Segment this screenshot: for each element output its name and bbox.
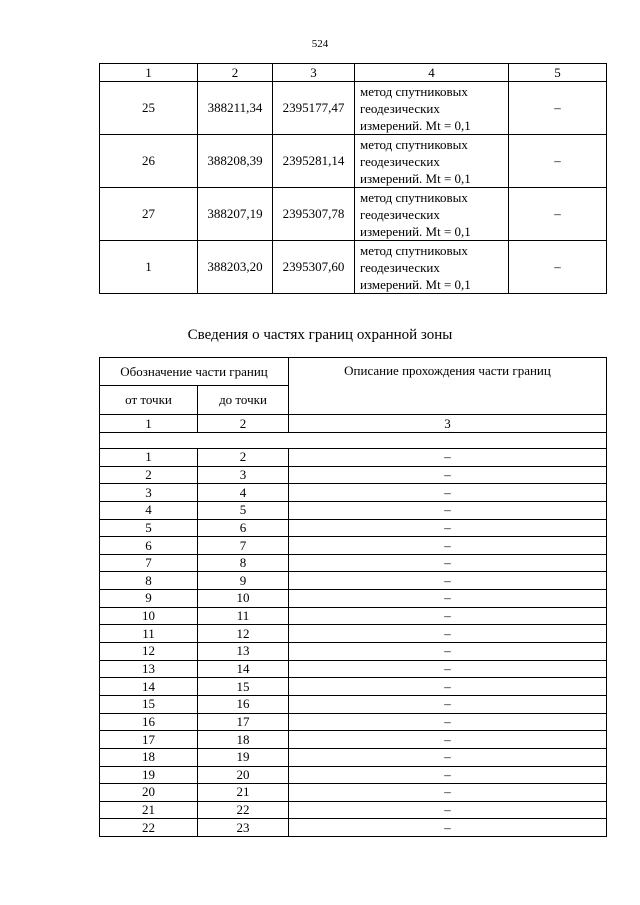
table-row (100, 766, 607, 784)
description-cell: – (289, 695, 607, 713)
to-point-cell: 12 (198, 625, 289, 643)
to-point-cell: 17 (198, 713, 289, 731)
table-row (100, 678, 607, 696)
from-point-cell: 11 (100, 625, 198, 643)
method-line: метод спутниковых (360, 189, 468, 205)
method-line: геодезических (360, 153, 440, 169)
table-row (100, 82, 607, 135)
from-point-cell: 16 (100, 713, 198, 731)
point-number-cell: 25 (100, 82, 198, 135)
x-coordinate-cell: 388203,20 (198, 241, 273, 294)
from-point-cell: 2 (100, 466, 198, 484)
to-point-cell: 4 (198, 484, 289, 502)
from-point-cell: 1 (100, 449, 198, 467)
method-line: геодезических (360, 259, 440, 275)
method-line: измерений. Mt = 0,1 (360, 223, 471, 239)
description-cell: – (289, 625, 607, 643)
table-row (100, 607, 607, 625)
table-row (100, 519, 607, 537)
from-point-cell: 5 (100, 519, 198, 537)
boundary-parts-table (99, 357, 607, 837)
column-number: 3 (273, 64, 355, 82)
method-cell (355, 82, 509, 135)
description-cell: – (289, 466, 607, 484)
description-cell: – (289, 590, 607, 608)
y-coordinate-cell: 2395307,78 (273, 188, 355, 241)
method-line: измерений. Mt = 0,1 (360, 170, 471, 186)
from-point-header: от точки (100, 386, 198, 415)
note-cell: – (509, 135, 607, 188)
note-cell: – (509, 241, 607, 294)
from-point-cell: 22 (100, 819, 198, 837)
to-point-cell: 2 (198, 449, 289, 467)
to-point-cell: 16 (198, 695, 289, 713)
to-point-cell: 10 (198, 590, 289, 608)
boundary-designation-header: Обозначение части границ (100, 358, 289, 386)
description-cell: – (289, 554, 607, 572)
table-row (100, 188, 607, 241)
to-point-cell: 8 (198, 554, 289, 572)
method-cell (355, 241, 509, 294)
x-coordinate-cell: 388211,34 (198, 82, 273, 135)
from-point-cell: 15 (100, 695, 198, 713)
column-number: 4 (355, 64, 509, 82)
description-cell: – (289, 748, 607, 766)
to-point-cell: 5 (198, 501, 289, 519)
from-point-cell: 9 (100, 590, 198, 608)
table-row (100, 554, 607, 572)
to-point-cell: 13 (198, 643, 289, 661)
description-cell: – (289, 519, 607, 537)
table-row (100, 449, 607, 467)
to-point-cell: 6 (198, 519, 289, 537)
column-number: 1 (100, 415, 198, 433)
point-number-cell: 26 (100, 135, 198, 188)
y-coordinate-cell: 2395177,47 (273, 82, 355, 135)
column-number: 2 (198, 415, 289, 433)
to-point-cell: 11 (198, 607, 289, 625)
to-point-cell: 20 (198, 766, 289, 784)
table-row (100, 731, 607, 749)
from-point-cell: 18 (100, 748, 198, 766)
y-coordinate-cell: 2395307,60 (273, 241, 355, 294)
method-line: метод спутниковых (360, 83, 468, 99)
method-cell (355, 135, 509, 188)
column-number: 1 (100, 64, 198, 82)
to-point-cell: 7 (198, 537, 289, 555)
table-row (100, 590, 607, 608)
method-cell (355, 188, 509, 241)
description-cell: – (289, 766, 607, 784)
to-point-cell: 23 (198, 819, 289, 837)
note-cell: – (509, 82, 607, 135)
description-cell: – (289, 449, 607, 467)
table-row (100, 537, 607, 555)
parts-header-row (100, 358, 607, 386)
to-point-cell: 14 (198, 660, 289, 678)
description-cell: – (289, 660, 607, 678)
method-line: геодезических (360, 100, 440, 116)
table-row (100, 643, 607, 661)
column-number: 3 (289, 415, 607, 433)
y-coordinate-cell: 2395281,14 (273, 135, 355, 188)
method-line: метод спутниковых (360, 136, 468, 152)
from-point-cell: 6 (100, 537, 198, 555)
x-coordinate-cell: 388207,19 (198, 188, 273, 241)
from-point-cell: 3 (100, 484, 198, 502)
description-cell: – (289, 731, 607, 749)
to-point-cell: 19 (198, 748, 289, 766)
table-row (100, 625, 607, 643)
description-cell: – (289, 643, 607, 661)
table-row (100, 484, 607, 502)
point-number-cell: 1 (100, 241, 198, 294)
method-line: метод спутниковых (360, 242, 468, 258)
description-header: Описание прохождения части границ (289, 358, 607, 415)
to-point-cell: 9 (198, 572, 289, 590)
from-point-cell: 8 (100, 572, 198, 590)
table-row (100, 466, 607, 484)
table-row (100, 784, 607, 802)
to-point-cell: 22 (198, 801, 289, 819)
to-point-cell: 21 (198, 784, 289, 802)
description-cell: – (289, 678, 607, 696)
page-number: 524 (311, 38, 329, 50)
table-row (100, 748, 607, 766)
table-row (100, 819, 607, 837)
from-point-cell: 7 (100, 554, 198, 572)
table-row (100, 713, 607, 731)
to-point-header: до точки (198, 386, 289, 415)
point-number-cell: 27 (100, 188, 198, 241)
to-point-cell: 18 (198, 731, 289, 749)
table-row (100, 135, 607, 188)
table-row (100, 801, 607, 819)
table-row (100, 501, 607, 519)
description-cell: – (289, 572, 607, 590)
description-cell: – (289, 537, 607, 555)
description-cell: – (289, 501, 607, 519)
description-cell: – (289, 607, 607, 625)
method-line: геодезических (360, 206, 440, 222)
note-cell: – (509, 188, 607, 241)
table-row (100, 572, 607, 590)
empty-cell (100, 433, 607, 449)
coordinates-table (99, 63, 607, 294)
section-title: Сведения о частях границ охранной зоны (187, 327, 453, 343)
to-point-cell: 3 (198, 466, 289, 484)
from-point-cell: 19 (100, 766, 198, 784)
description-cell: – (289, 484, 607, 502)
coordinates-header-row (100, 64, 607, 82)
from-point-cell: 20 (100, 784, 198, 802)
from-point-cell: 10 (100, 607, 198, 625)
from-point-cell: 13 (100, 660, 198, 678)
column-number: 5 (509, 64, 607, 82)
table-row (100, 660, 607, 678)
description-cell: – (289, 801, 607, 819)
column-number: 2 (198, 64, 273, 82)
empty-row (100, 433, 607, 449)
method-line: измерений. Mt = 0,1 (360, 117, 471, 133)
from-point-cell: 12 (100, 643, 198, 661)
description-cell: – (289, 713, 607, 731)
parts-numbering-row (100, 415, 607, 433)
table-row (100, 241, 607, 294)
from-point-cell: 4 (100, 501, 198, 519)
description-cell: – (289, 819, 607, 837)
method-line: измерений. Mt = 0,1 (360, 276, 471, 292)
from-point-cell: 14 (100, 678, 198, 696)
description-cell: – (289, 784, 607, 802)
table-row (100, 695, 607, 713)
x-coordinate-cell: 388208,39 (198, 135, 273, 188)
from-point-cell: 21 (100, 801, 198, 819)
from-point-cell: 17 (100, 731, 198, 749)
to-point-cell: 15 (198, 678, 289, 696)
